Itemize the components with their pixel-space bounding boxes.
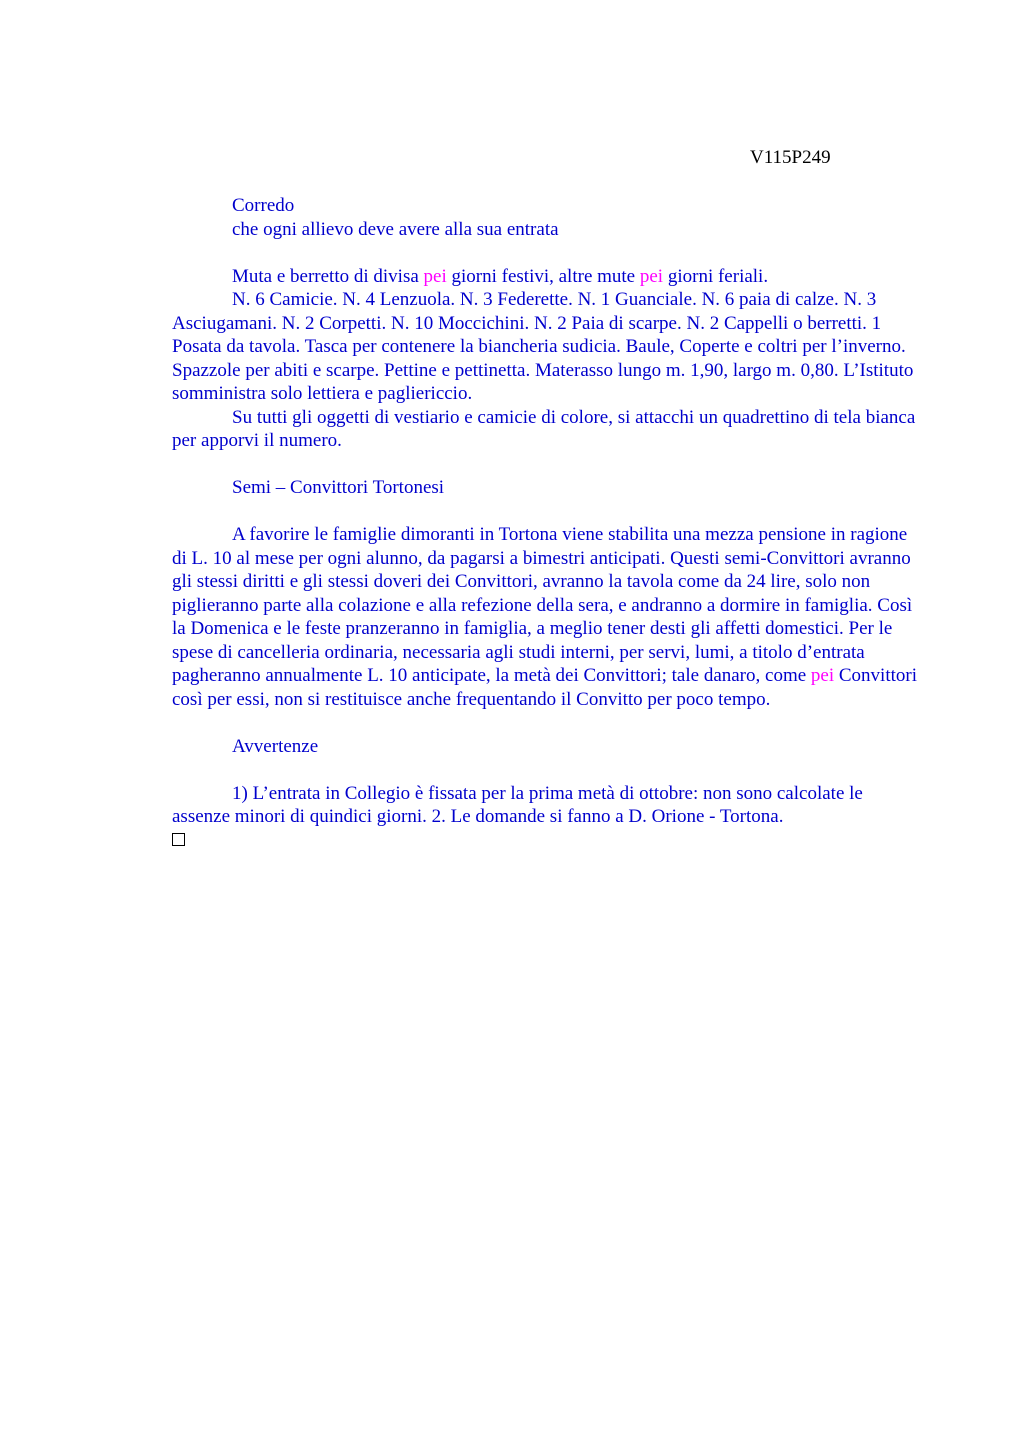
end-square-icon [172,833,185,846]
semi-title: Semi – Convittori Tortonesi [232,477,445,498]
corredo-items: N. 6 Camicie. N. 4 Lenzuola. N. 3 Federette. N. 1 Guanciale. N. 6 paia di calze. N. 3 Asciugamani. N. 2 Corpetti. N. 10 Moccichini. N. 2 Paia di scarpe. N. 2 Cappelli o berretti. 1 Posata da tavola. Tasca per contenere la biancheria sudicia. Baule, Coperte e coltri per l’inverno. Spazzole per abiti e scarpe. Pettine e pettinetta. Materasso lungo m. 1,90, largo m. 0,80. L’Istituto somministra solo lettiera e pagliericcio. [172,289,914,404]
semi-paragraph: A favorire le famiglie dimoranti in Tortona viene stabilita una mezza pensione in ragione di L. 10 al mese per ogni alunno, da pagarsi a bimestri anticipati. Questi semi-Convittori avranno gli stessi diritti e gli stessi doveri dei Convittori, avranno la tavola come da 24 lire, solo non piglieranno parte alla colazione e alla refezione della sera, e andranno a dormire in famiglia. Così la Domenica e le feste pranzeranno in famiglia, a meglio tener desti gli affetti domestici. Per le spese di cancelleria ordinaria, necessaria agli studi interni, per servi, lumi, a titolo d’entrata pagheranno annualmente L. 10 anticipate, la metà dei Convittori; tale danaro, come pei Convittori così per essi, non si restituisce anche frequentando il Convitto per poco tempo. [172,524,917,710]
pei-highlight: pei [423,265,447,287]
page-id: V115P249 [750,147,831,168]
corredo-subtitle: che ogni allievo deve avere alla sua entrata [232,218,559,240]
pei-highlight: pei [639,265,664,287]
corredo-line1: Muta e berretto di divisa pei giorni festivi, altre mute pei giorni feriali. [232,265,769,287]
document-body [172,194,924,846]
avvertenze-paragraph: 1) L’entrata in Collegio è fissata per la prima metà di ottobre: non sono calcolate le assenze minori di quindici giorni. 2. Le domande si fanno a D. Orione - Tortona. [172,782,863,827]
corredo-note: Su tutti gli oggetti di vestiario e camicie di colore, si attacchi un quadrettino di tela bianca per apporvi il numero. [172,406,916,451]
avvertenze-title: Avvertenze [232,735,319,757]
corredo-title: Corredo [232,195,295,216]
pei-highlight: pei [810,665,835,686]
